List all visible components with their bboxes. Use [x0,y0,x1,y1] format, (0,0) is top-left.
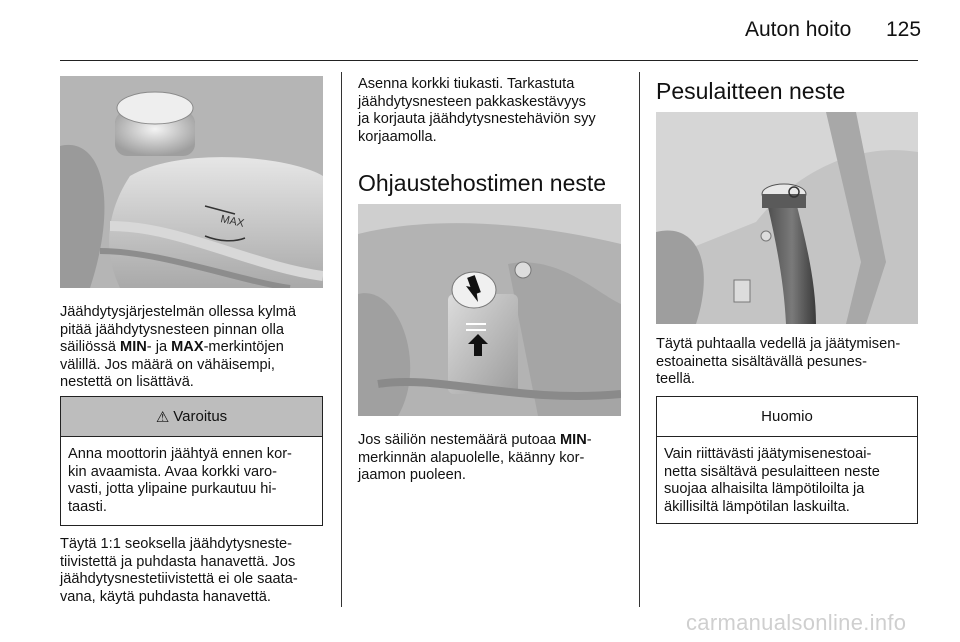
text-line: merkinnän alapuolelle, käänny kor- [358,449,585,466]
mixing-paragraph [60,536,335,606]
text-line: estoainetta sisältävällä pesunes- [656,353,867,370]
note-title: Huomio [761,408,813,425]
text-line: taasti. [68,498,107,515]
text-line: jäähdytysnestetiivistettä ei ole saata- [60,571,298,588]
max-mark-label: MAX [219,213,246,230]
text-line: Asenna korkki tiukasti. Tarkastuta [358,76,575,92]
note-body [657,437,917,525]
header-rule [60,60,918,61]
warning-box [60,396,323,526]
washer-fill-paragraph [656,336,931,389]
section-title: Auton hoito [745,18,852,41]
washer-fluid-figure [656,112,918,324]
text-line: jaamon puoleen. [358,467,466,484]
power-steering-heading: Ohjaustehostimen neste [358,170,607,196]
text-line: - [586,432,592,448]
text-line: suojaa alhaisilta lämpötiloilta ja [664,481,865,498]
text-line: ja korjauta jäähdytysnestehäviön syy [358,111,596,128]
max-label: MAX [171,339,204,356]
cap-paragraph [358,76,633,146]
text-line: pitää jäähdytysnesteen pinnan olla [60,321,284,338]
text-line: Jäähdytysjärjestelmän ollessa kylmä [60,304,297,320]
text-line: Vain riittävästi jäätymisenestoai- [664,446,872,462]
text-line: teellä. [656,371,695,388]
text-line: netta sisältävä pesulaitteen neste [664,463,880,480]
text-line: korjaamolla. [358,128,437,145]
column-divider-2 [639,72,640,607]
power-steering-figure [358,204,621,416]
min-label: MIN [560,432,587,448]
text-line: Täytä puhtaalla vedellä ja jäätymisen- [656,336,901,352]
text-line: Anna moottorin jäähtyä ennen kor- [68,446,292,462]
text-line: vana, käytä puhdasta hanavettä. [60,588,271,605]
text-line: nestettä on lisättävä. [60,374,194,391]
washer-fluid-heading: Pesulaitteen neste [656,78,846,104]
text-line: jäähdytysnesteen pakkaskestävyys [358,93,586,110]
column-divider-1 [341,72,342,607]
coolant-reservoir-figure [60,76,323,288]
warning-triangle-icon: ⚠ [155,408,170,426]
text-line: äkillisiltä lämpötilan laskuilta. [664,498,850,515]
warning-title: Varoitus [173,408,228,425]
coolant-level-paragraph [60,304,330,392]
warning-body [61,437,322,525]
text-line: tiivistettä ja puhdasta hanavettä. Jos [60,553,296,570]
text-line: kin avaamista. Avaa korkki varo- [68,463,277,480]
text-line: välillä. Jos määrä on vähäisempi, [60,356,275,373]
note-box [656,396,918,524]
watermark: carmanualsonline.info [686,610,907,635]
text-line: -merkintöjen [203,339,284,356]
text-line: säiliössä [60,339,121,356]
min-label: MIN [120,339,147,356]
note-header [657,397,917,437]
page-number: 125 [886,18,922,41]
text-line: Täytä 1:1 seoksella jäähdytysneste- [60,536,293,552]
warning-header [61,397,322,437]
text-line: Jos säiliön nestemäärä putoaa [358,432,561,448]
text-line: - ja [146,339,172,356]
min-level-paragraph [358,432,633,485]
text-line: vasti, jotta ylipaine purkautuu hi- [68,481,277,498]
